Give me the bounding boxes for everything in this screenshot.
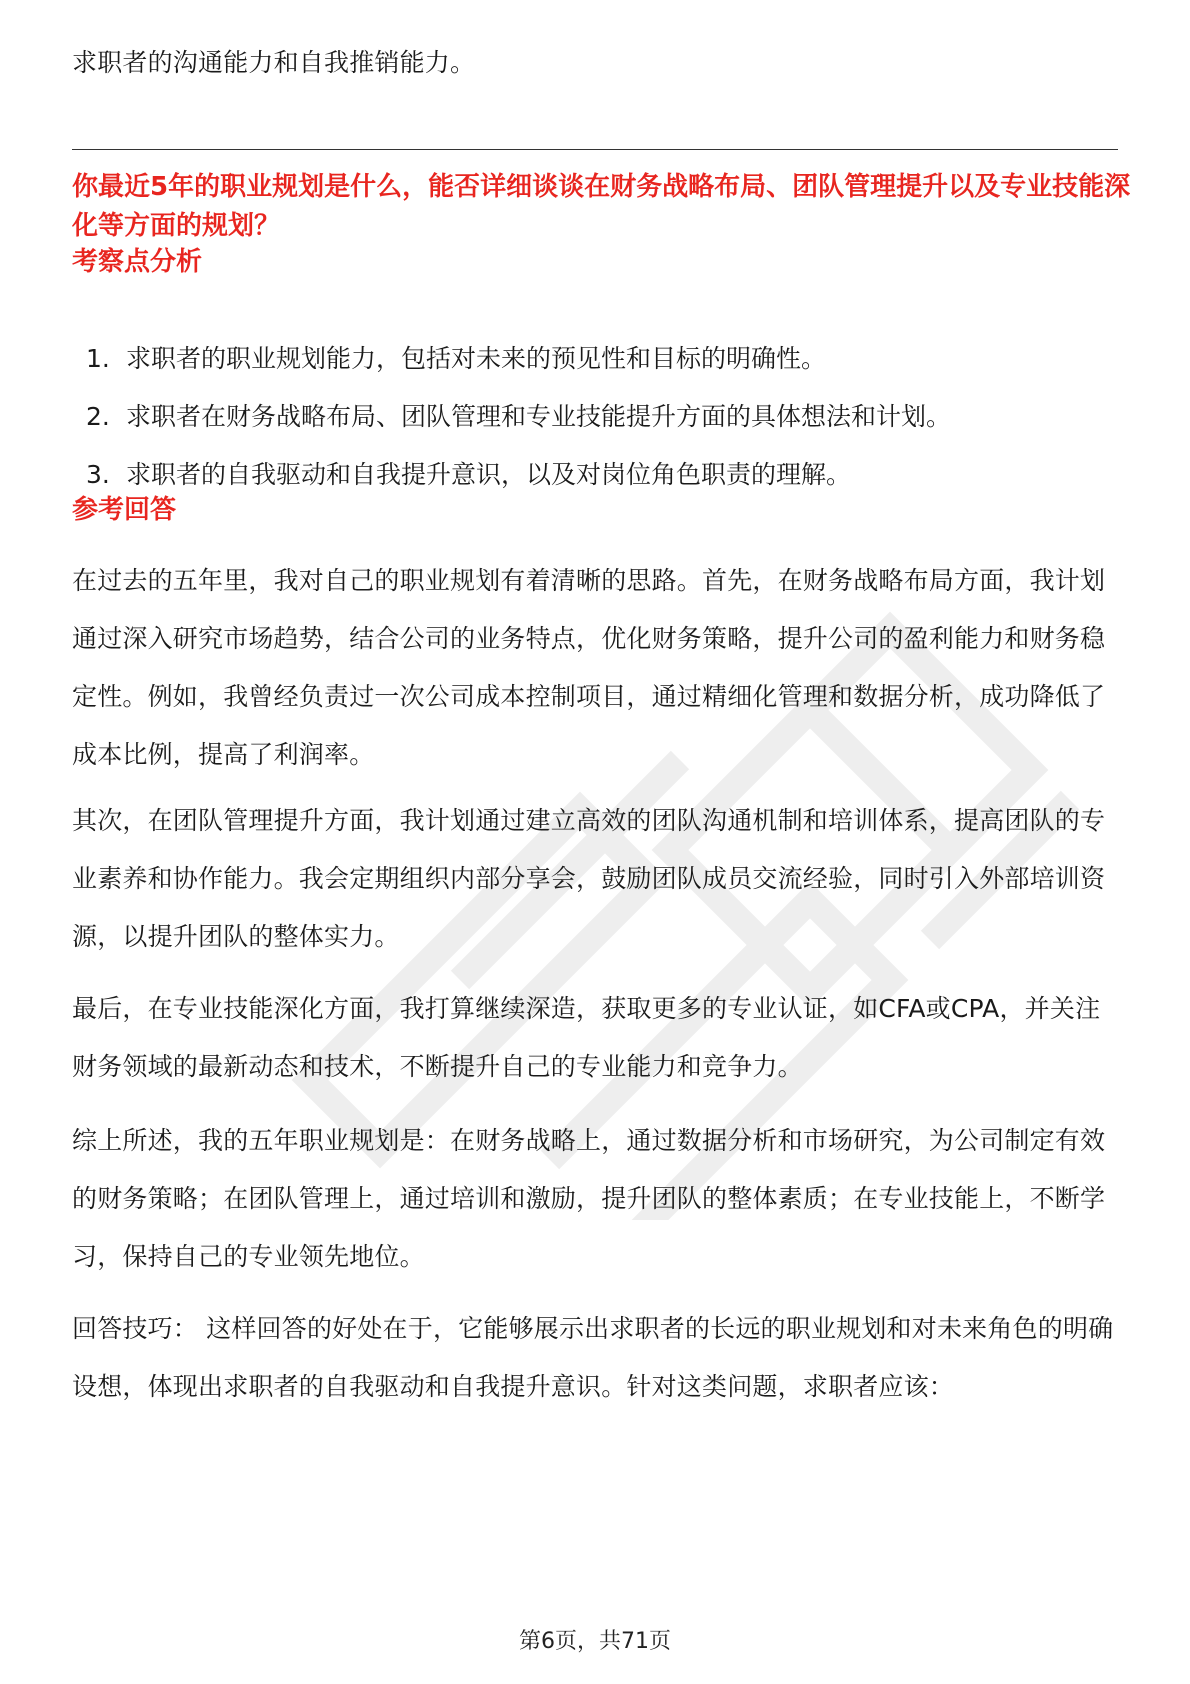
continuation-text: 求职者的沟通能力和自我推销能力。 xyxy=(72,48,476,77)
answer-tips-paragraph: 回答技巧： 这样回答的好处在于，它能够展示出求职者的长远的职业规划和对未来角色的明确设想，体现出求职者的自我驱动和自我提升意识。针对这类问题，求职者应该： xyxy=(72,1314,1114,1401)
list-item-text: 求职者的自我驱动和自我提升意识，以及对岗位角色职责的理解。 xyxy=(126,460,852,489)
section-divider xyxy=(72,149,1118,150)
list-item-number: 2. xyxy=(86,402,110,431)
list-item-text: 求职者的职业规划能力，包括对未来的预见性和目标的明确性。 xyxy=(126,344,827,373)
list-item xyxy=(72,388,1118,446)
page-number: 第6页，共71页 xyxy=(519,1629,671,1654)
list-item-number: 3. xyxy=(86,460,110,489)
analysis-heading: 考察点分析 xyxy=(72,247,203,277)
answer-paragraph: 最后，在专业技能深化方面，我打算继续深造，获取更多的专业认证，如CFA或CPA，并关注财务领域的最新动态和技术，不断提升自己的专业能力和竞争力。 xyxy=(72,994,1101,1081)
interview-question: 你最近5年的职业规划是什么，能否详细谈谈在财务战略布局、团队管理提升以及专业技能深化等方面的规划？ xyxy=(72,172,1131,241)
analysis-list xyxy=(72,330,1118,504)
list-item-text: 求职者在财务战略布局、团队管理和专业技能提升方面的具体想法和计划。 xyxy=(126,402,952,431)
answer-paragraph: 综上所述，我的五年职业规划是：在财务战略上，通过数据分析和市场研究，为公司制定有效的财务策略；在团队管理上，通过培训和激励，提升团队的整体素质；在专业技能上，不断学习，保持自己的专业领先地位。 xyxy=(72,1126,1106,1271)
list-item xyxy=(72,446,1118,504)
list-item-number: 1. xyxy=(86,344,110,373)
answer-heading: 参考回答 xyxy=(72,495,177,525)
answer-paragraph: 在过去的五年里，我对自己的职业规划有着清晰的思路。首先，在财务战略布局方面，我计划通过深入研究市场趋势，结合公司的业务特点，优化财务策略，提升公司的盈利能力和财务稳定性。例如，我曾经负责过一次公司成本控制项目，通过精细化管理和数据分析，成功降低了成本比例，提高了利润率。 xyxy=(72,566,1106,769)
list-item xyxy=(72,330,1118,388)
answer-paragraph: 其次，在团队管理提升方面，我计划通过建立高效的团队沟通机制和培训体系，提高团队的专业素养和协作能力。我会定期组织内部分享会，鼓励团队成员交流经验，同时引入外部培训资源，以提升团队的整体实力。 xyxy=(72,806,1106,951)
